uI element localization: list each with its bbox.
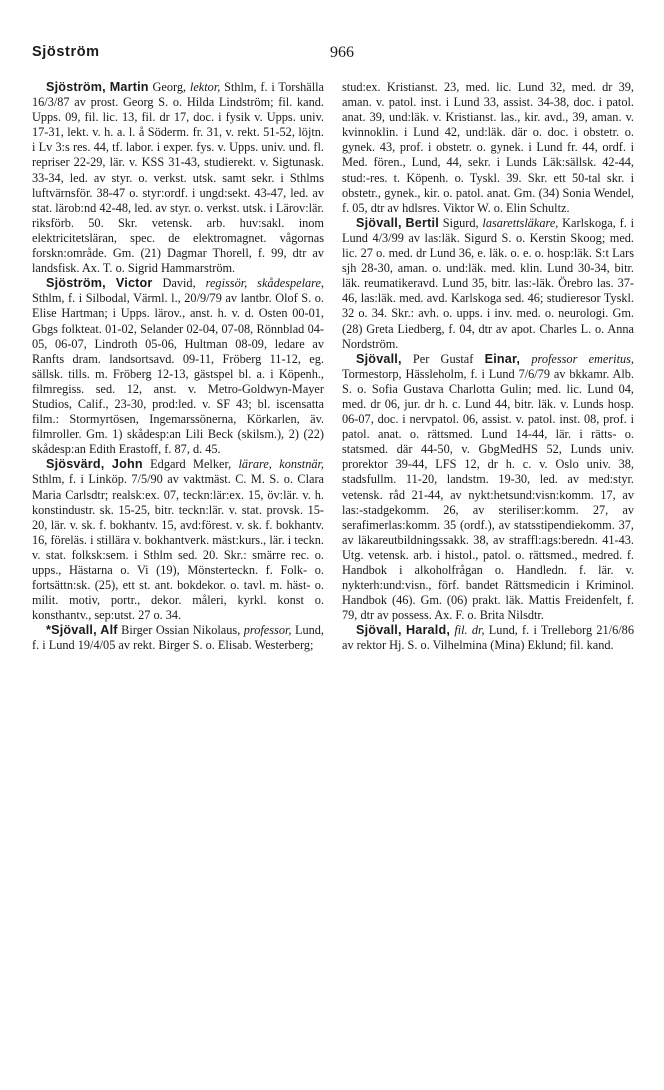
entry-surname: Sjövall, bbox=[356, 623, 402, 638]
entry-title: lektor, bbox=[189, 80, 221, 94]
entry-given-name: Einar, bbox=[484, 351, 521, 366]
entry-surname: Sjösvärd, bbox=[46, 457, 105, 472]
entry-title: professor emeritus, bbox=[520, 351, 635, 366]
entry-given-name: Bertil bbox=[405, 215, 439, 230]
entry-sjovall-harald bbox=[342, 623, 634, 653]
entry-title: regissör, skådespelare, bbox=[205, 276, 325, 291]
right-column bbox=[342, 80, 634, 654]
entry-given-rest: Birger Ossian Nikolaus, bbox=[117, 623, 244, 638]
entry-continuation bbox=[342, 80, 634, 216]
entry-title: lasarettsläkare, bbox=[482, 215, 559, 230]
entry-title: lärare, konstnär, bbox=[238, 457, 325, 472]
entry-sjovall-einar bbox=[342, 352, 634, 624]
entry-given-rest: Edgard Melker, bbox=[142, 457, 239, 472]
entry-surname: *Sjövall, bbox=[46, 623, 97, 638]
entry-text: Lund, f. i Trelleborg 21/6/86 av rektor Hj. S. o. Vilhelmina (Mina) Eklund; fil. kand. bbox=[342, 623, 634, 653]
entry-text: Sthlm, f. i Linköp. 7/5/90 av vaktmäst. C. M. S. o. Clara Maria Carlsdtr; realsk:ex. 07, teckn:lär:ex. 15, öv:lär. v. h. konstindustr. sk. 15-25, bitr. teckn:lär. v. stat. provsk. 15-20, lär. v. sk. f. bokhantv. 15, avd:förest. v. sk. f. bokhantv. 16, föreläs. i stillära v. bokhantverk. mäst:kurs., lär. i teckn. v. stat. folksk:sem. i Sthlm sed. 20. Skr.: smärre rec. o. upps., Hästarna o. Vi (19), Mönsterteckn. f. Folk- o. fortsättn:sk. (25), ett st. ant. bokdekor. o. tavl. m. häst- o. milit. motiv, portr., dekor. måleri, kyrkl. konst o. konsthantv., sep:utst. 27 o. 34. bbox=[32, 472, 324, 623]
entry-title: professor, bbox=[243, 623, 292, 638]
entry-title: fil. dr, bbox=[454, 623, 485, 638]
running-header bbox=[32, 44, 630, 68]
entry-given-name: Martin bbox=[109, 80, 149, 94]
entry-surname: Sjövall, bbox=[356, 215, 402, 230]
left-column bbox=[32, 80, 324, 654]
entry-surname: Sjöström, bbox=[46, 80, 106, 94]
entry-given-rest: David, bbox=[152, 276, 206, 291]
entry-sjosvard-john bbox=[32, 457, 324, 623]
entry-text: Karlskoga, f. i Lund 4/3/99 av las:läk. Sigurd S. o. Kerstin Skoog; med. lic. 27 o. med. dr Lund 36, e. läk. o. e. o. hosp:läk. S:t Lars sjh 28-30, aman. o. und:läk. med. klin. Lund 30-34, bitr. läk. reumatikeravd. Lund 35, bitr. las:-läk. Örebro las. 37-46, las:läk. med. avd. Karlskoga sed. 46; studieresor Tyskl. 32 o. 34. Skr.: avh. o. upps. i inv. med. o. neurologi. Gm. (28) Greta Liedberg, f. 04, dtr av apot. Charles L. o. Anna Nordström. bbox=[342, 215, 634, 351]
entry-surname: Sjövall, bbox=[356, 351, 402, 366]
entry-given-name: Victor bbox=[115, 276, 153, 291]
entry-text: Sthlm, f. i Silbodal, Värml. l., 20/9/79 av lantbr. Olof S. o. Elise Hartman; i Upps. lärov., anst. h. v. d. Osten 00-01, Gbgs folkteat. 01-02, Selander 02-04, 07-08, Rönnblad 04-05, 06-07, Lindroth 05-06, Hultman 08-09, ledare av Ranfts dram. landsortsavd. 09-11, Fröberg 11-12, eg. sällsk. tills. m. Fröberg 12-13, gästspel bl. a. i Köpenh., filmregiss. sed. 12, anst. v. Metro-Goldwyn-Mayer Studios, Calif., 23-30, prod:led. v. SF 43; bl. iscensatta film.: Stormyrtösen, Ingemarssönerna, Körkarlen, äv. filmroller. Gm. 1) skådesp:an Lili Beck (skilsm.), 2) (22) skådesp:an Edith Erastoff, f. 87, d. 45. bbox=[32, 291, 324, 457]
running-head-word: Sjöström bbox=[32, 44, 100, 60]
entry-given-rest: Per Gustaf bbox=[401, 351, 485, 366]
entry-given-rest: Georg, bbox=[148, 80, 190, 94]
entry-sjostrom-victor bbox=[32, 276, 324, 457]
entry-given-name: John bbox=[111, 457, 143, 472]
entry-text: Sthlm, f. i Torshälla 16/3/87 av prost. Georg S. o. Hilda Lindström; fil. kand. Upps. 09, fil. lic. 13, fil. dr 17, doc. i fysik v. Upps. univ. 17-31, lekt. v. h. a. l. å Söderm. fr. 31, v. rekt. 51-52, löjtn. i Lv 3:s res. 44, tf. labor. i exper. fys. v. Upps. univ. und. fl. repriser 22-29, lär. v. KSS 31-43, studierekt. v. Sigtunask. 33-34, led. av styr. o. verkst. utsk. samt sekr. i Sthlms luftvärnsför. 38-47 o. styr:ordf. i ungd:sekt. 43-47, led. av stat. lärob:nd 42-48, led. av styr. o. verkst. utsk. i Lärov:lär. riksförb. 50. Skr. vetensk. arb. huv:sakl. inom elektricitetsläran, spec. de elektromagnet. vågornas forskn:område. Gm. (21) Dagmar Thorell, f. 99, dtr av landsfisk. Ax. T. o. Sigrid Hammarström. bbox=[32, 80, 324, 276]
entry-sjostrom-martin bbox=[32, 80, 324, 276]
entry-given-name: Alf bbox=[100, 623, 118, 638]
entry-text: stud:ex. Kristianst. 23, med. lic. Lund 32, med. dr 39, aman. v. patol. inst. i Lund 33, assist. 34-38, doc. i patol. anat. 39, und:läk. v. Kristianst. las., kir. avd., 39, aman. v. kvinnoklin. i Lund 42, und:läk. där o. doc. i obstetr. o. gynek. 43, prof. i obstetr. o. gynek. i Lund fr. 44, ordf. i Med. fören., Lund, 44, sekr. i Lunds Läk:sällsk. 42-44, stud:-res. t. Köpenh. o. Tyskl. 39. Skr. ett 50-tal skr. i obstetr., gynek., kir. o. patol. anat. Gm. (34) Sonia Wendel, f. 05, dtr av hdlsres. Viktor W. o. Elin Schultz. bbox=[342, 80, 634, 215]
entry-text: Tormestorp, Hässleholm, f. i Lund 7/6/79 av bkkamr. Alb. S. o. Sofia Gustava Charlotta Gulin; med. lic. Lund 04, med. dr 06, jur. dr h. c. Lund 44, bitr. läk. v. Lunds hosp. 06-07, doc. i nervpatol. 06, assist. v. patol. inst. 08, prof. i patol. anat. o. rättsmed. Lund 14-44, lär. i rätts- o. statsmed. där 44-50, v. GbgMedHS 52, Lunds univ. prorektor 39-44, LFS 12, dr h. c. v. Oslo univ. 38, stadsfullm. 11-20, landstm. 19-30, led. av med:styr. vetensk. råd 21-44, av nykt:hetsund:visn:komm. 17, av las:-stadgekomm. 26, av steriliser:komm. 27, av serafimerlas:komm. 35 (ordf.), av statsstipendiekomm. 37, av läkareutbildningssakk. 38, av straffl:ags:beredn. 41-43. Utg. vetensk. arb. i histol., patol. o. rättsmed., medred. f. Handbok i alkoholfrågan o. Handledn. f. lär. v. nykterh:und:visn., förf. bandet Rättsmedicin i Kriminol. Handbok (46). Gm. (06) prakt. läk. Mattis Freidenfelt, f. 79, dtr av possess. Ax. F. o. Brita Nilsdtr. bbox=[342, 366, 634, 623]
page-number: 966 bbox=[330, 44, 354, 61]
entry-surname: Sjöström, bbox=[46, 276, 106, 291]
entry-sjovall-bertil bbox=[342, 216, 634, 352]
entry-text: Lund, f. i Lund 19/4/05 av rekt. Birger S. o. Elisab. Westerberg; bbox=[32, 623, 324, 653]
entry-given-rest: Sigurd, bbox=[438, 215, 483, 230]
entry-given-name: Harald, bbox=[405, 623, 451, 638]
entry-sjovall-alf bbox=[32, 623, 324, 653]
